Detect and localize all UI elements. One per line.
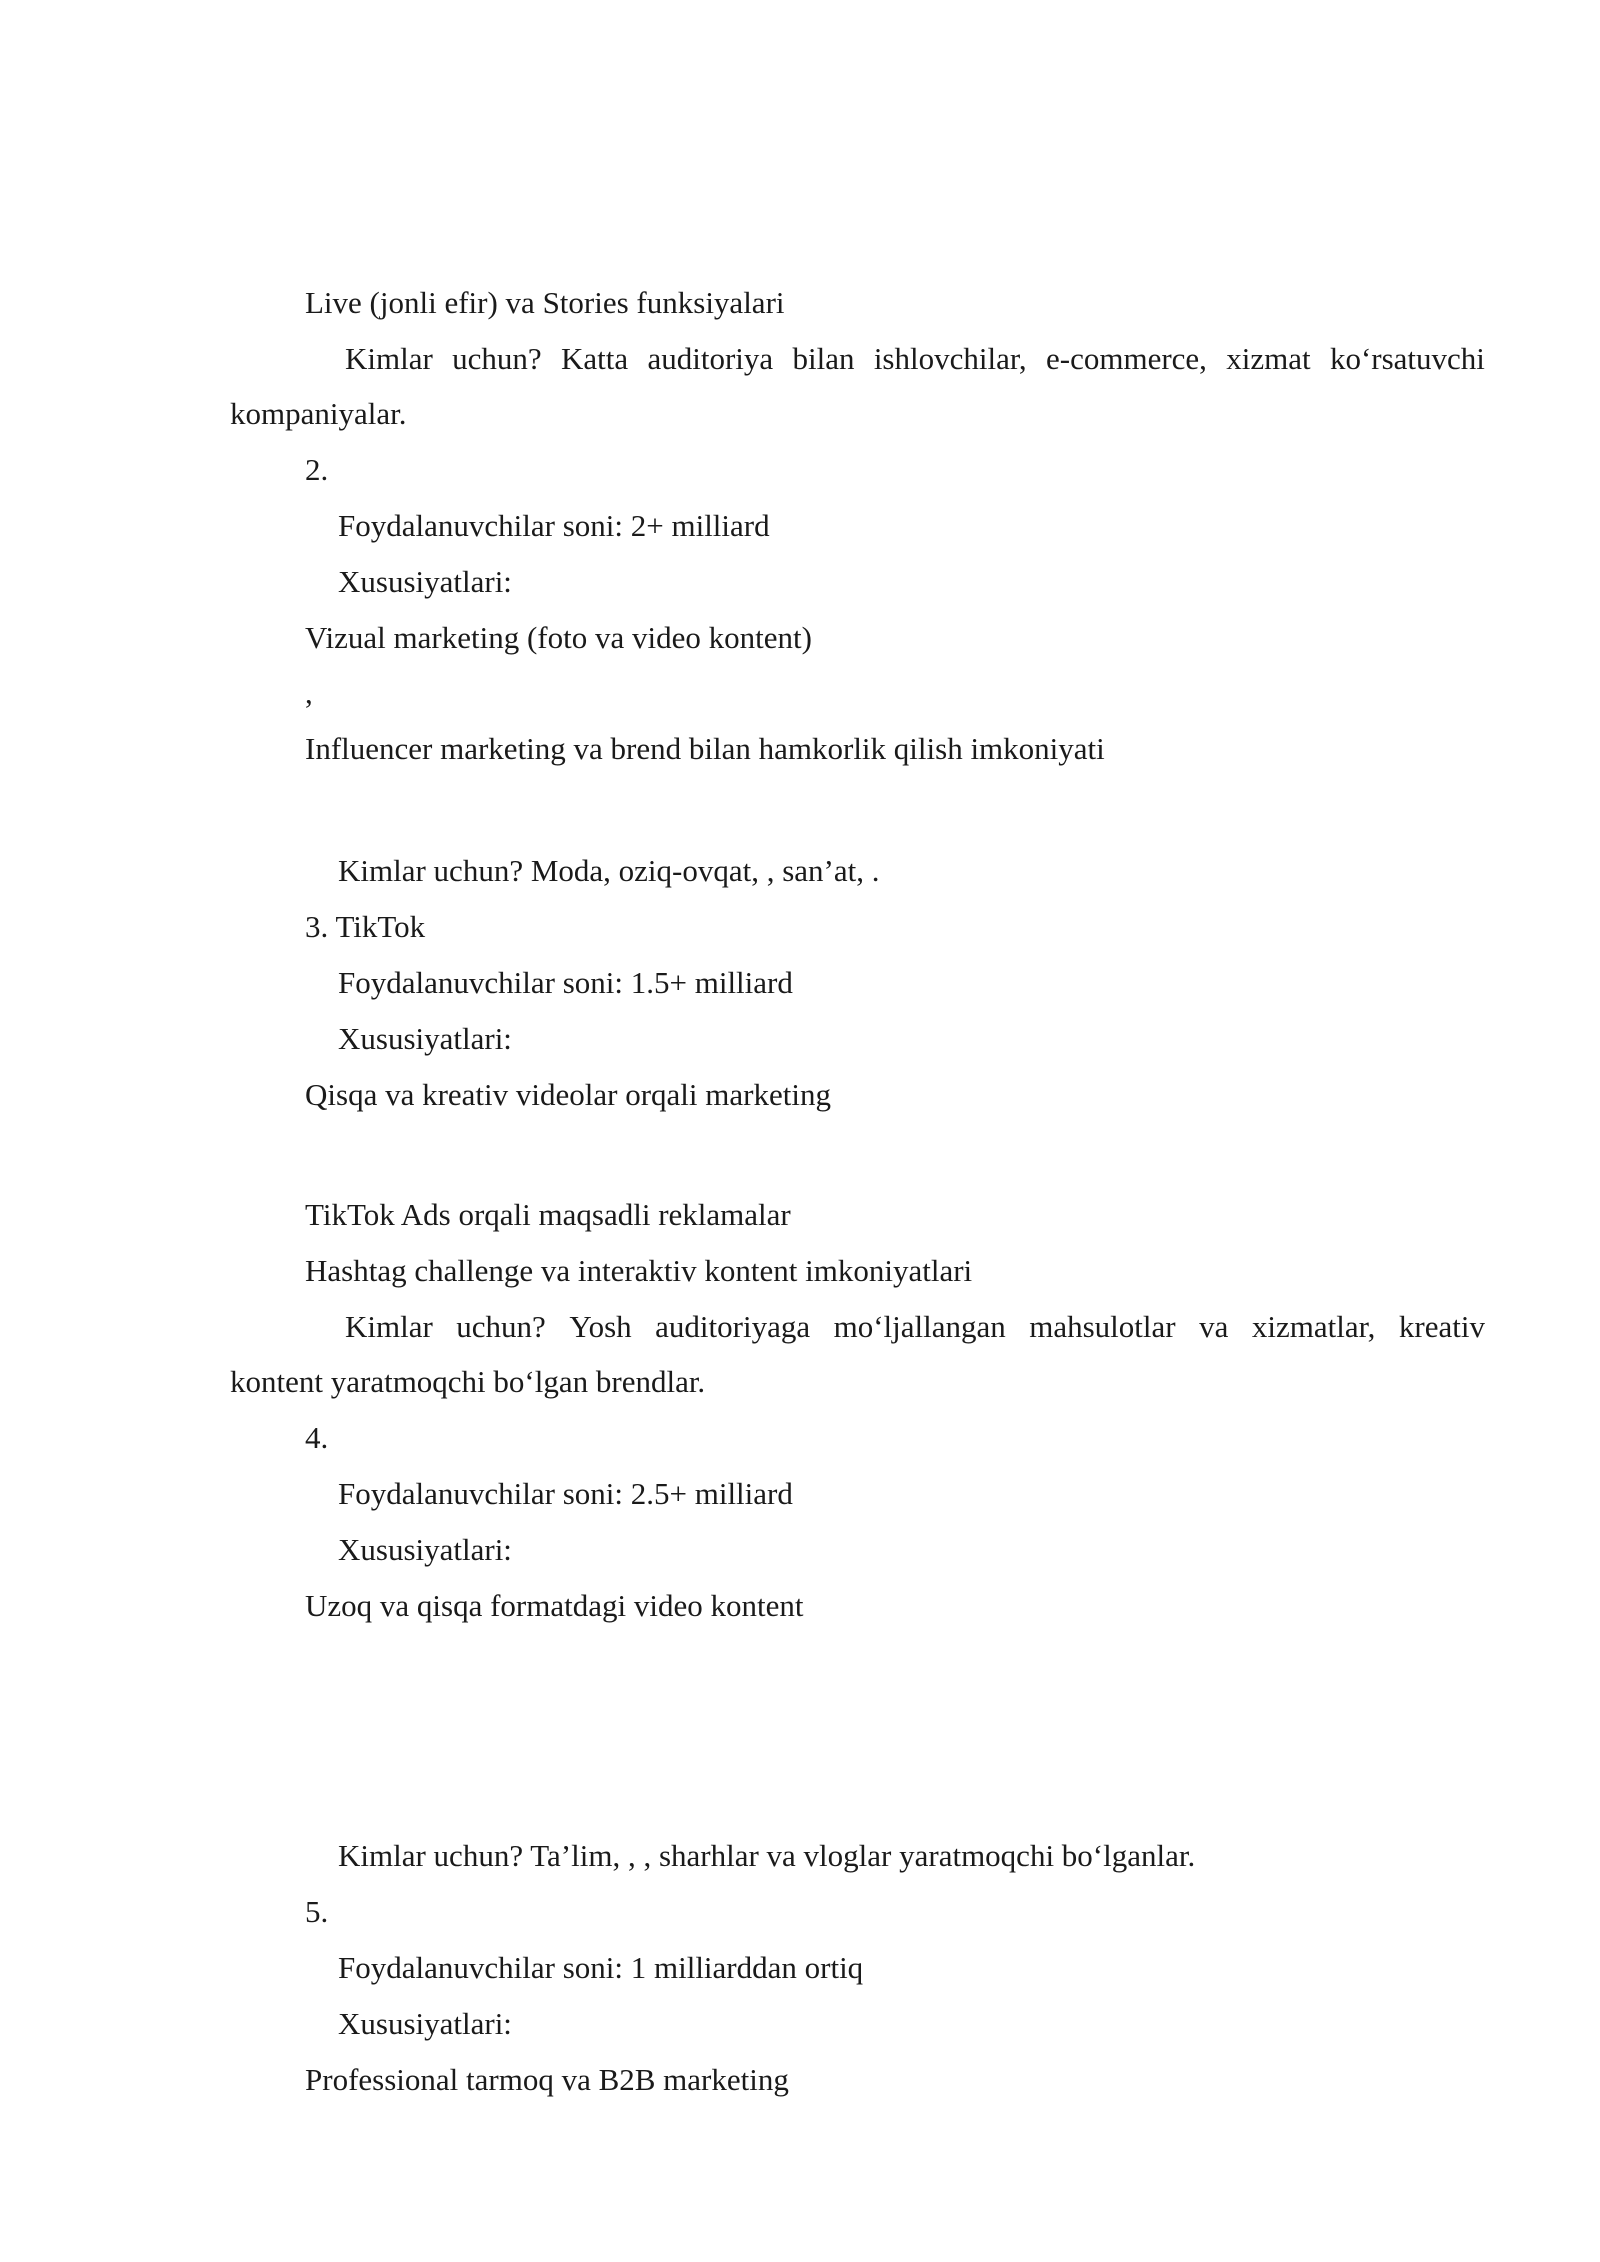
word: kreativ [1398,1309,1485,1344]
text-line: Influencer marketing va brend bilan hamkorlik qilish imkoniyati [305,731,1105,766]
justified-line [345,1307,1485,1347]
list-number: 3. TikTok [305,909,426,944]
text-line: Xususiyatlari: [338,564,512,599]
word: Katta [561,341,629,376]
text-line: , [305,675,313,710]
word: ishlovchilar, [873,341,1027,376]
text-line: Qisqa va kreativ videolar orqali marketing [305,1077,831,1112]
list-number: 4. [305,1420,329,1455]
text-line: Vizual marketing (foto va video kontent) [305,620,812,655]
justified-line [345,339,1485,379]
text-line: Xususiyatlari: [338,1021,512,1056]
text-line: Foydalanuvchilar soni: 2.5+ milliard [338,1476,793,1511]
text-line: Foydalanuvchilar soni: 1.5+ milliard [338,965,793,1000]
word: va [1199,1309,1229,1344]
word: xizmatlar, [1251,1309,1376,1344]
word: xizmat [1226,341,1311,376]
text-line: Foydalanuvchilar soni: 1 milliarddan ortiq [338,1950,864,1985]
text-line: TikTok Ads orqali maqsadli reklamalar [305,1197,791,1232]
word: Kimlar [345,1309,433,1344]
word: auditoriya [647,341,774,376]
text-line: Xususiyatlari: [338,1532,512,1567]
text-line: Uzoq va qisqa formatdagi video kontent [305,1588,804,1623]
word: uchun? [452,341,542,376]
text-line: Kimlar uchun? Ta’lim, , , sharhlar va vloglar yaratmoqchi bo‘lganlar. [338,1838,1196,1873]
text-line: kompaniyalar. [230,396,407,431]
list-number: 2. [305,452,329,487]
word: Yosh [569,1309,632,1344]
word: mo‘ljallangan [833,1309,1006,1344]
text-line: Foydalanuvchilar soni: 2+ milliard [338,508,770,543]
text-line: kontent yaratmoqchi bo‘lgan brendlar. [230,1364,706,1399]
text-line: Xususiyatlari: [338,2006,512,2041]
text-line: Professional tarmoq va B2B marketing [305,2062,789,2097]
text-line: Hashtag challenge va interaktiv kontent imkoniyatlari [305,1253,973,1288]
word: ko‘rsatuvchi [1329,341,1485,376]
word: auditoriyaga [655,1309,811,1344]
text-line: Kimlar uchun? Moda, oziq-ovqat, , san’at, . [338,853,880,888]
word: uchun? [456,1309,546,1344]
list-number: 5. [305,1894,329,1929]
word: e-commerce, [1046,341,1207,376]
word: bilan [792,341,855,376]
word: Kimlar [345,341,433,376]
word: mahsulotlar [1029,1309,1176,1344]
text-line: Live (jonli efir) va Stories funksiyalari [305,285,785,320]
